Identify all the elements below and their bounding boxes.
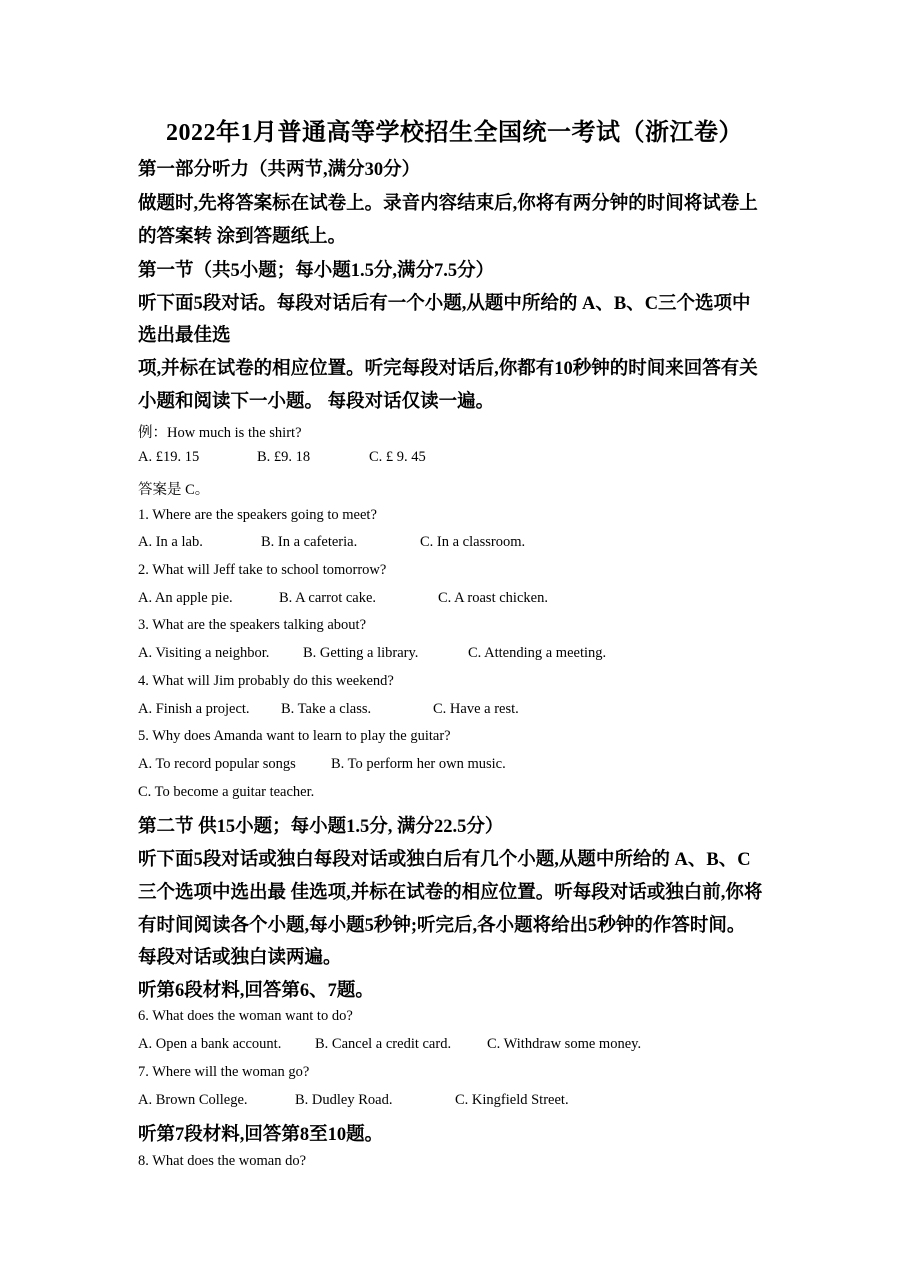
section1-instruction-1: 听下面5段对话。每段对话后有一个小题,从题中所给的 A、B、C三个选项中 <box>138 294 751 314</box>
option: B. In a cafeteria. <box>261 534 358 550</box>
material-7-heading: 听第7段材料,回答第8至10题。 <box>138 1125 384 1145</box>
question-1: 1. Where are the speakers going to meet? <box>138 507 377 523</box>
option: B. Take a class. <box>281 701 372 717</box>
question-4: 4. What will Jim probably do this weekend? <box>138 673 394 689</box>
option: A. Open a bank account. <box>138 1036 282 1052</box>
question-6-options <box>138 1036 641 1053</box>
exam-title: 2022年1月普通高等学校招生全国统一考试（浙江卷） <box>166 120 743 146</box>
example-question: 例：How much is the shirt? <box>138 425 302 441</box>
question-5-options <box>138 756 506 773</box>
option: A. Brown College. <box>138 1092 248 1108</box>
section2-instruction-4: 每段对话或独白读两遍。 <box>138 948 342 968</box>
question-8: 8. What does the woman do? <box>138 1153 307 1169</box>
option: C. Kingfield Street. <box>455 1092 569 1108</box>
option: B. Cancel a credit card. <box>315 1036 452 1052</box>
question-6: 6. What does the woman want to do? <box>138 1008 353 1024</box>
option: C. A roast chicken. <box>438 590 548 606</box>
material-6-heading: 听第6段材料,回答第6、7题。 <box>138 981 374 1001</box>
option: A. In a lab. <box>138 534 203 550</box>
option: B. £9. 18 <box>257 449 311 465</box>
part1-heading: 第一部分听力（共两节,满分30分） <box>138 160 421 180</box>
question-2: 2. What will Jeff take to school tomorrow? <box>138 562 387 578</box>
section2-instruction-1: 听下面5段对话或独白每段对话或独白后有几个小题,从题中所给的 A、B、C <box>138 850 751 870</box>
intro-line-1: 做题时,先将答案标在试卷上。录音内容结束后,你将有两分钟的时间将试卷上 <box>138 194 758 214</box>
option: C. Withdraw some money. <box>487 1036 642 1052</box>
question-3-options <box>138 645 606 662</box>
option: C. In a classroom. <box>420 534 526 550</box>
section1-instruction-3: 项,并标在试卷的相应位置。听完每段对话后,你都有10秒钟的时间来回答有关 <box>138 359 758 379</box>
question-3: 3. What are the speakers talking about? <box>138 617 367 633</box>
option: A. £19. 15 <box>138 449 200 465</box>
section2-heading: 第二节 供15小题；每小题1.5分, 满分22.5分） <box>138 817 504 837</box>
section1-instruction-4: 小题和阅读下一小题。 每段对话仅读一遍。 <box>138 392 495 412</box>
question-4-options <box>138 701 519 718</box>
example-answer: 答案是 C。 <box>138 482 210 498</box>
question-5: 5. Why does Amanda want to learn to play the guitar? <box>138 728 451 744</box>
option: C. £ 9. 45 <box>369 449 426 465</box>
section1-heading: 第一节（共5小题；每小题1.5分,满分7.5分） <box>138 261 495 281</box>
question-2-options <box>138 590 548 607</box>
option: A. Visiting a neighbor. <box>138 645 270 661</box>
option: A. Finish a project. <box>138 701 250 717</box>
intro-line-2: 的答案转 涂到答题纸上。 <box>138 227 347 247</box>
option: B. Getting a library. <box>303 645 419 661</box>
question-7: 7. Where will the woman go? <box>138 1064 310 1080</box>
option: B. A carrot cake. <box>279 590 377 606</box>
option: A. An apple pie. <box>138 590 233 606</box>
question-7-options <box>138 1092 569 1109</box>
option: A. To record popular songs <box>138 756 296 772</box>
question-5-option-c: C. To become a guitar teacher. <box>138 784 315 800</box>
option: C. Attending a meeting. <box>468 645 607 661</box>
option: C. Have a rest. <box>433 701 519 717</box>
section1-instruction-2: 选出最佳选 <box>138 326 231 346</box>
option: B. To perform her own music. <box>331 756 506 772</box>
section2-instruction-2: 三个选项中选出最 佳选项,并标在试卷的相应位置。听每段对话或独白前,你将 <box>138 883 763 903</box>
example-options <box>138 449 426 466</box>
option: B. Dudley Road. <box>295 1092 393 1108</box>
question-1-options <box>138 534 525 551</box>
section2-instruction-3: 有时间阅读各个小题,每小题5秒钟;听完后,各小题将给出5秒钟的作答时间。 <box>138 916 746 936</box>
